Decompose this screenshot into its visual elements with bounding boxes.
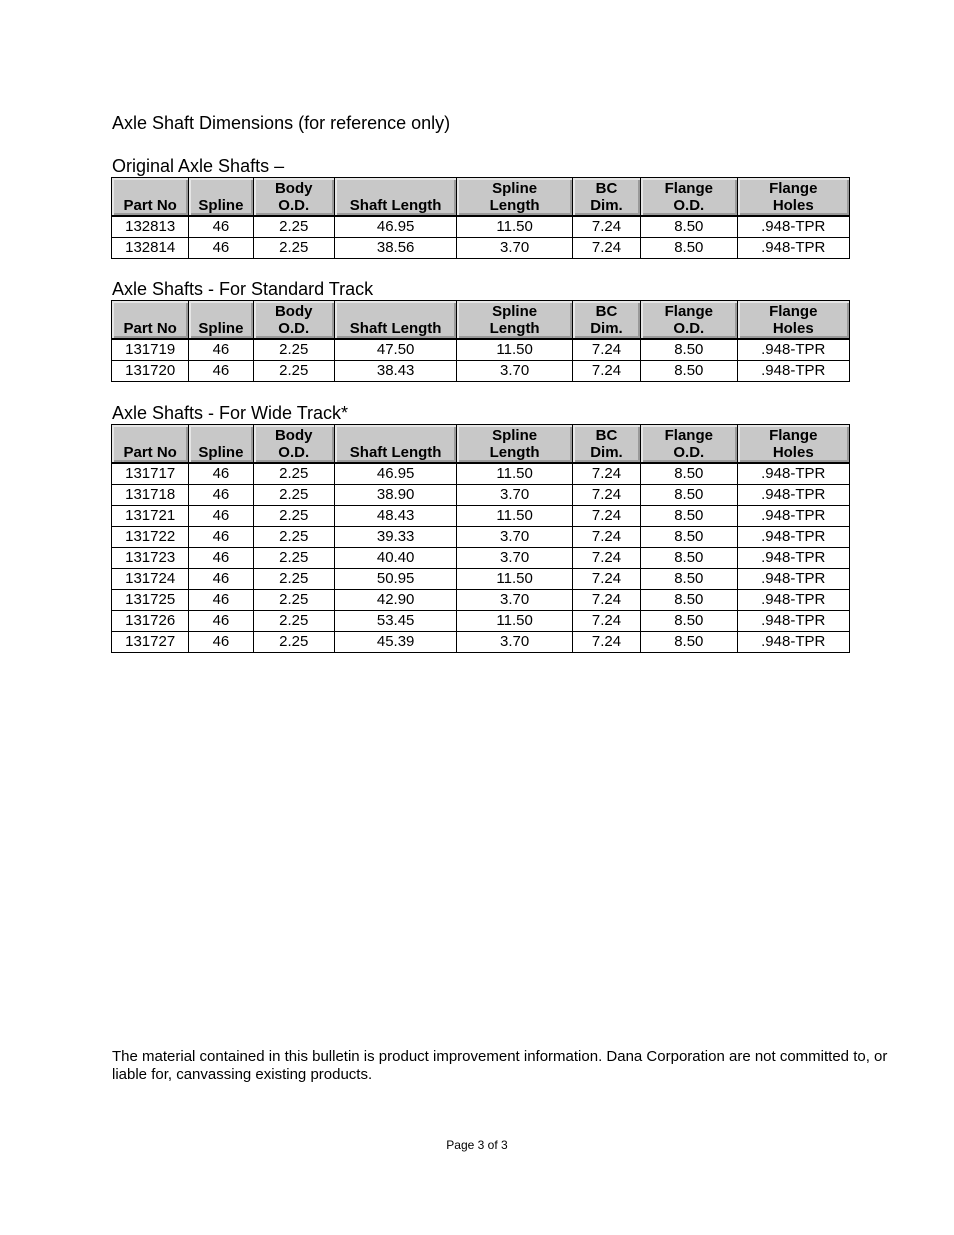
- column-header-label: Part No: [123, 197, 177, 214]
- cell-flange-holes: .948-TPR: [737, 611, 850, 632]
- column-header-flange-od: [641, 178, 737, 217]
- cell-spline-length: 3.70: [457, 238, 572, 259]
- header-row: [112, 425, 850, 464]
- cell-spline: 46: [189, 216, 253, 238]
- column-header-label: Shaft Length: [349, 444, 442, 461]
- column-header-spline: [189, 425, 253, 464]
- cell-flange-holes: .948-TPR: [737, 238, 850, 259]
- cell-body-od: 2.25: [253, 527, 334, 548]
- cell-bc-dim: 7.24: [572, 527, 640, 548]
- cell-flange-holes: .948-TPR: [737, 216, 850, 238]
- cell-shaft-length: 46.95: [334, 463, 456, 485]
- column-header-spline-length: [457, 301, 572, 340]
- cell-spline-length: 3.70: [457, 548, 572, 569]
- cell-part-no: 131717: [112, 463, 189, 485]
- cell-part-no: 132813: [112, 216, 189, 238]
- column-header-line: Holes: [772, 197, 814, 214]
- section-title-standard-track: Axle Shafts - For Standard Track: [112, 279, 374, 299]
- page-heading: Axle Shaft Dimensions (for reference only): [112, 113, 451, 133]
- original-axle-shafts-table: [111, 177, 850, 259]
- column-header-body-od: [253, 301, 334, 340]
- cell-flange-od: 8.50: [641, 463, 737, 485]
- cell-part-no: 131725: [112, 590, 189, 611]
- cell-spline-length: 3.70: [457, 632, 572, 653]
- table-row: [112, 463, 850, 485]
- cell-bc-dim: 7.24: [572, 590, 640, 611]
- cell-part-no: 131722: [112, 527, 189, 548]
- cell-flange-od: 8.50: [641, 361, 737, 382]
- cell-flange-holes: .948-TPR: [737, 590, 850, 611]
- column-header-line: O.D.: [673, 444, 705, 461]
- cell-shaft-length: 39.33: [334, 527, 456, 548]
- cell-body-od: 2.25: [253, 216, 334, 238]
- column-header-part-no: [112, 178, 189, 217]
- cell-flange-holes: .948-TPR: [737, 339, 850, 361]
- cell-body-od: 2.25: [253, 339, 334, 361]
- cell-spline-length: 11.50: [457, 569, 572, 590]
- column-header-line: Dim.: [590, 320, 623, 337]
- cell-bc-dim: 7.24: [572, 485, 640, 506]
- cell-body-od: 2.25: [253, 548, 334, 569]
- column-header-flange-holes: [737, 425, 850, 464]
- column-header-flange-od: [641, 301, 737, 340]
- cell-bc-dim: 7.24: [572, 548, 640, 569]
- cell-spline-length: 3.70: [457, 527, 572, 548]
- cell-spline-length: 11.50: [457, 506, 572, 527]
- cell-bc-dim: 7.24: [572, 339, 640, 361]
- column-header-label: Shaft Length: [349, 197, 442, 214]
- column-header-line: O.D.: [673, 197, 705, 214]
- cell-flange-od: 8.50: [641, 485, 737, 506]
- table-row: [112, 216, 850, 238]
- cell-flange-holes: .948-TPR: [737, 527, 850, 548]
- column-header-line: Length: [489, 320, 540, 337]
- column-header-line: Holes: [772, 320, 814, 337]
- column-header-line: Flange: [664, 303, 713, 320]
- cell-flange-od: 8.50: [641, 238, 737, 259]
- column-header-part-no: [112, 425, 189, 464]
- cell-body-od: 2.25: [253, 632, 334, 653]
- table-row: [112, 632, 850, 653]
- cell-spline: 46: [189, 590, 253, 611]
- cell-spline: 46: [189, 463, 253, 485]
- column-header-line: Length: [489, 197, 540, 214]
- cell-body-od: 2.25: [253, 611, 334, 632]
- cell-spline: 46: [189, 238, 253, 259]
- cell-part-no: 131718: [112, 485, 189, 506]
- column-header-line: Body: [274, 303, 313, 320]
- table-row: [112, 506, 850, 527]
- column-header-spline-length: [457, 178, 572, 217]
- cell-flange-holes: .948-TPR: [737, 548, 850, 569]
- cell-spline-length: 3.70: [457, 361, 572, 382]
- section-title-original: Original Axle Shafts –: [112, 156, 285, 176]
- column-header-line: Flange: [769, 427, 818, 444]
- column-header-spline-length: [457, 425, 572, 464]
- column-header-line: Spline: [492, 427, 538, 444]
- cell-shaft-length: 40.40: [334, 548, 456, 569]
- column-header-line: Spline: [492, 303, 538, 320]
- column-header-line: Holes: [772, 444, 814, 461]
- cell-flange-holes: .948-TPR: [737, 632, 850, 653]
- column-header-line: BC: [595, 303, 618, 320]
- cell-shaft-length: 50.95: [334, 569, 456, 590]
- column-header-label: Spline: [198, 197, 244, 214]
- cell-spline: 46: [189, 569, 253, 590]
- table-row: [112, 339, 850, 361]
- column-header-flange-holes: [737, 301, 850, 340]
- column-header-shaft-length: [334, 178, 456, 217]
- column-header-label: Spline: [198, 444, 244, 461]
- column-header-body-od: [253, 425, 334, 464]
- column-header-part-no: [112, 301, 189, 340]
- cell-spline: 46: [189, 548, 253, 569]
- cell-spline-length: 3.70: [457, 485, 572, 506]
- cell-spline-length: 11.50: [457, 339, 572, 361]
- cell-flange-holes: .948-TPR: [737, 569, 850, 590]
- column-header-line: Flange: [769, 303, 818, 320]
- disclaimer-text: The material contained in this bulletin is product improvement information. Dana Corporation are not committed to, or liable for, canvassing existing products.: [112, 1048, 888, 1083]
- column-header-line: Dim.: [590, 444, 623, 461]
- cell-body-od: 2.25: [253, 485, 334, 506]
- cell-flange-od: 8.50: [641, 548, 737, 569]
- cell-spline: 46: [189, 485, 253, 506]
- cell-shaft-length: 45.39: [334, 632, 456, 653]
- column-header-line: O.D.: [278, 444, 310, 461]
- cell-spline: 46: [189, 632, 253, 653]
- cell-body-od: 2.25: [253, 361, 334, 382]
- column-header-label: Shaft Length: [349, 320, 442, 337]
- column-header-line: Spline: [492, 180, 538, 197]
- section-title-wide-track: Axle Shafts - For Wide Track*: [112, 403, 349, 423]
- header-row: [112, 178, 850, 217]
- column-header-line: O.D.: [278, 320, 310, 337]
- cell-bc-dim: 7.24: [572, 611, 640, 632]
- cell-part-no: 132814: [112, 238, 189, 259]
- column-header-bc-dim: [572, 178, 640, 217]
- cell-bc-dim: 7.24: [572, 569, 640, 590]
- table-row: [112, 569, 850, 590]
- cell-flange-holes: .948-TPR: [737, 361, 850, 382]
- column-header-flange-holes: [737, 178, 850, 217]
- table-row: [112, 590, 850, 611]
- cell-shaft-length: 42.90: [334, 590, 456, 611]
- cell-flange-od: 8.50: [641, 527, 737, 548]
- cell-part-no: 131719: [112, 339, 189, 361]
- cell-shaft-length: 47.50: [334, 339, 456, 361]
- cell-body-od: 2.25: [253, 569, 334, 590]
- cell-body-od: 2.25: [253, 506, 334, 527]
- column-header-bc-dim: [572, 301, 640, 340]
- column-header-line: Body: [274, 427, 313, 444]
- cell-shaft-length: 48.43: [334, 506, 456, 527]
- cell-bc-dim: 7.24: [572, 632, 640, 653]
- column-header-spline: [189, 301, 253, 340]
- column-header-bc-dim: [572, 425, 640, 464]
- cell-part-no: 131723: [112, 548, 189, 569]
- cell-bc-dim: 7.24: [572, 238, 640, 259]
- cell-part-no: 131726: [112, 611, 189, 632]
- cell-part-no: 131724: [112, 569, 189, 590]
- cell-spline-length: 11.50: [457, 216, 572, 238]
- cell-flange-od: 8.50: [641, 339, 737, 361]
- table-row: [112, 527, 850, 548]
- table-row: [112, 485, 850, 506]
- cell-part-no: 131721: [112, 506, 189, 527]
- cell-flange-od: 8.50: [641, 590, 737, 611]
- cell-flange-od: 8.50: [641, 216, 737, 238]
- cell-spline: 46: [189, 506, 253, 527]
- column-header-body-od: [253, 178, 334, 217]
- column-header-line: O.D.: [278, 197, 310, 214]
- cell-flange-holes: .948-TPR: [737, 485, 850, 506]
- cell-part-no: 131720: [112, 361, 189, 382]
- cell-shaft-length: 38.90: [334, 485, 456, 506]
- cell-spline: 46: [189, 339, 253, 361]
- cell-body-od: 2.25: [253, 463, 334, 485]
- cell-spline-length: 11.50: [457, 463, 572, 485]
- column-header-line: Flange: [664, 180, 713, 197]
- table-row: [112, 361, 850, 382]
- column-header-shaft-length: [334, 425, 456, 464]
- cell-flange-holes: .948-TPR: [737, 463, 850, 485]
- column-header-label: Part No: [123, 320, 177, 337]
- column-header-line: BC: [595, 427, 618, 444]
- cell-flange-od: 8.50: [641, 611, 737, 632]
- column-header-line: O.D.: [673, 320, 705, 337]
- column-header-line: Body: [274, 180, 313, 197]
- cell-bc-dim: 7.24: [572, 506, 640, 527]
- cell-flange-holes: .948-TPR: [737, 506, 850, 527]
- cell-bc-dim: 7.24: [572, 463, 640, 485]
- cell-flange-od: 8.50: [641, 569, 737, 590]
- cell-part-no: 131727: [112, 632, 189, 653]
- cell-bc-dim: 7.24: [572, 361, 640, 382]
- column-header-line: Flange: [769, 180, 818, 197]
- column-header-label: Part No: [123, 444, 177, 461]
- column-header-line: Flange: [664, 427, 713, 444]
- cell-shaft-length: 38.43: [334, 361, 456, 382]
- standard-track-table: [111, 300, 850, 382]
- column-header-line: Dim.: [590, 197, 623, 214]
- column-header-line: BC: [595, 180, 618, 197]
- cell-bc-dim: 7.24: [572, 216, 640, 238]
- column-header-shaft-length: [334, 301, 456, 340]
- column-header-flange-od: [641, 425, 737, 464]
- cell-body-od: 2.25: [253, 238, 334, 259]
- cell-body-od: 2.25: [253, 590, 334, 611]
- table-row: [112, 611, 850, 632]
- column-header-line: Length: [489, 444, 540, 461]
- wide-track-table: [111, 424, 850, 653]
- cell-shaft-length: 46.95: [334, 216, 456, 238]
- table-row: [112, 238, 850, 259]
- cell-spline: 46: [189, 611, 253, 632]
- cell-spline: 46: [189, 527, 253, 548]
- cell-flange-od: 8.50: [641, 506, 737, 527]
- table-row: [112, 548, 850, 569]
- column-header-spline: [189, 178, 253, 217]
- header-row: [112, 301, 850, 340]
- cell-shaft-length: 38.56: [334, 238, 456, 259]
- column-header-label: Spline: [198, 320, 244, 337]
- page-number: Page 3 of 3: [446, 1138, 508, 1152]
- cell-flange-od: 8.50: [641, 632, 737, 653]
- cell-shaft-length: 53.45: [334, 611, 456, 632]
- cell-spline: 46: [189, 361, 253, 382]
- cell-spline-length: 11.50: [457, 611, 572, 632]
- cell-spline-length: 3.70: [457, 590, 572, 611]
